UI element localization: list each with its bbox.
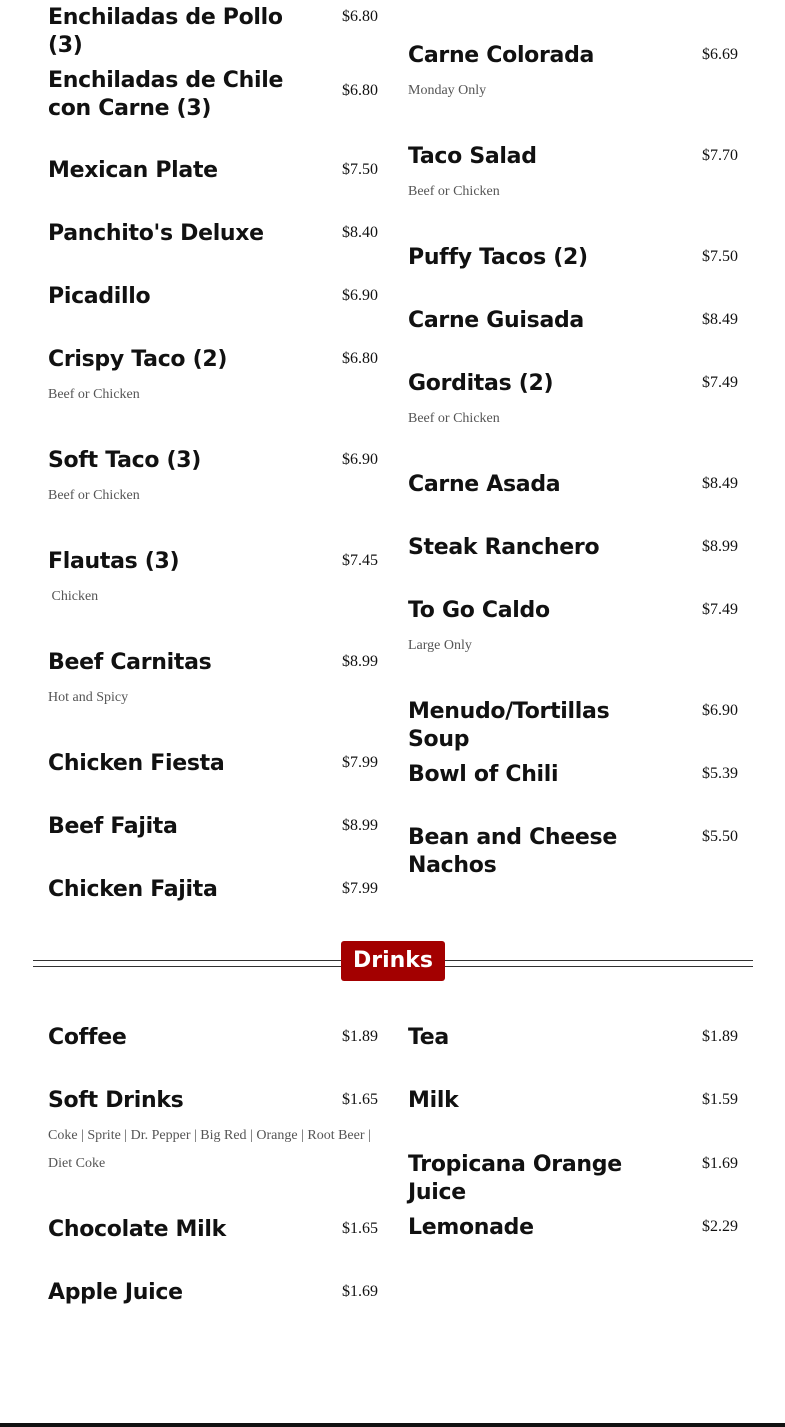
menu-item-beef-fajita <box>48 813 378 841</box>
menu-item-soft-taco-3 <box>48 447 378 510</box>
menu-item-chicken-fiesta <box>48 750 378 778</box>
menu-item-enchiladas-de-pollo-3 <box>48 4 378 60</box>
menu-item-price: $7.70 <box>702 147 738 164</box>
menu-item-steak-ranchero <box>408 534 738 562</box>
menu-item-name: Carne Asada <box>408 472 561 497</box>
menu-item-name: Enchiladas de Pollo (3) <box>48 5 283 58</box>
menu-item-panchito-s-deluxe <box>48 220 378 248</box>
menu-item-name: Gorditas (2) <box>408 371 554 396</box>
menu-item-lemonade <box>408 1214 738 1242</box>
menu-item-flautas-3 <box>48 548 378 611</box>
menu-item-description: Large Only <box>408 638 472 653</box>
menu-item-menudo-tortillas-soup <box>408 698 738 754</box>
menu-item-description: Hot and Spicy <box>48 690 129 705</box>
menu-item-price: $8.99 <box>342 653 378 670</box>
menu-item-price: $1.59 <box>702 1091 738 1108</box>
menu-item-bowl-of-chili <box>408 761 738 789</box>
bottom-border <box>0 1423 785 1427</box>
menu-item-carne-asada <box>408 471 738 499</box>
menu-item-name: Soft Taco (3) <box>48 448 202 473</box>
menu-item-carne-guisada <box>408 307 738 335</box>
menu-item-price: $7.49 <box>702 601 738 618</box>
menu-item-tea <box>408 1024 738 1052</box>
menu-item-price: $6.80 <box>342 350 378 367</box>
menu-item-name: Carne Colorada <box>408 43 595 68</box>
menu-item-description: Monday Only <box>408 83 487 98</box>
menu-item-name: Enchiladas de Chile con Carne (3) <box>48 68 284 121</box>
menu-item-name: Tea <box>408 1025 449 1050</box>
menu-item-name: Soft Drinks <box>48 1088 184 1113</box>
menu-item-beef-carnitas <box>48 649 378 712</box>
menu-item-soft-drinks <box>48 1087 378 1178</box>
menu-item-bean-and-cheese-nachos <box>408 824 738 880</box>
menu-item-picadillo <box>48 283 378 311</box>
menu-item-name: Milk <box>408 1088 459 1113</box>
menu-item-description: Coke | Sprite | Dr. Pepper | Big Red | Orange | Root Beer | Diet Coke <box>48 1128 375 1171</box>
menu-item-name: Beef Carnitas <box>48 650 212 675</box>
menu-item-name: Coffee <box>48 1025 127 1050</box>
menu-item-name: Crispy Taco (2) <box>48 347 228 372</box>
menu-item-price: $6.90 <box>342 451 378 468</box>
menu-item-name: Menudo/Tortillas Soup <box>408 699 610 752</box>
menu-item-price: $7.45 <box>342 552 378 569</box>
menu-item-price: $1.69 <box>342 1283 378 1300</box>
menu-item-price: $5.39 <box>702 765 738 782</box>
menu-item-name: Apple Juice <box>48 1280 183 1305</box>
menu-item-name: Panchito's Deluxe <box>48 221 264 246</box>
menu-item-apple-juice <box>48 1279 378 1307</box>
menu-item-name: Picadillo <box>48 284 151 309</box>
menu-item-price: $6.69 <box>702 46 738 63</box>
menu-item-description: Beef or Chicken <box>408 184 500 199</box>
menu-item-name: Flautas (3) <box>48 549 180 574</box>
menu-item-to-go-caldo <box>408 597 738 660</box>
menu-item-price: $6.80 <box>342 8 378 25</box>
menu-item-name: Tropicana Orange Juice <box>408 1152 622 1205</box>
menu-item-price: $7.50 <box>702 248 738 265</box>
menu-item-name: Lemonade <box>408 1215 534 1240</box>
menu-item-price: $1.89 <box>702 1028 738 1045</box>
menu-item-price: $5.50 <box>702 828 738 845</box>
menu-item-gorditas-2 <box>408 370 738 433</box>
menu-item-price: $7.99 <box>342 880 378 897</box>
menu-item-price: $1.65 <box>342 1220 378 1237</box>
menu-item-name: Taco Salad <box>408 144 537 169</box>
menu-item-description: Beef or Chicken <box>408 411 500 426</box>
menu-item-price: $8.40 <box>342 224 378 241</box>
menu-item-name: Chocolate Milk <box>48 1217 226 1242</box>
menu-item-price: $1.65 <box>342 1091 378 1108</box>
menu-item-price: $6.90 <box>342 287 378 304</box>
menu-item-price: $1.89 <box>342 1028 378 1045</box>
menu-item-coffee <box>48 1024 378 1052</box>
menu-item-price: $8.49 <box>702 311 738 328</box>
menu-item-description: Chicken <box>48 589 99 604</box>
menu-item-price: $7.50 <box>342 161 378 178</box>
menu-item-price: $8.99 <box>342 817 378 834</box>
menu-item-carne-colorada <box>408 42 738 105</box>
menu-item-price: $1.69 <box>702 1155 738 1172</box>
menu-item-mexican-plate <box>48 157 378 185</box>
menu-item-enchiladas-de-chile-con-carne-3 <box>48 67 378 123</box>
menu-item-price: $6.80 <box>342 82 378 99</box>
menu-item-price: $2.29 <box>702 1218 738 1235</box>
menu-item-name: To Go Caldo <box>408 598 550 623</box>
menu-item-milk <box>408 1087 738 1115</box>
menu-item-name: Mexican Plate <box>48 158 218 183</box>
menu-item-taco-salad <box>408 143 738 206</box>
menu-item-name: Puffy Tacos (2) <box>408 245 588 270</box>
menu-item-price: $7.99 <box>342 754 378 771</box>
menu-item-price: $8.49 <box>702 475 738 492</box>
drinks-section-title: Drinks <box>341 941 445 981</box>
menu-item-puffy-tacos-2 <box>408 244 738 272</box>
menu-item-name: Chicken Fiesta <box>48 751 225 776</box>
menu-item-crispy-taco-2 <box>48 346 378 409</box>
menu-item-name: Carne Guisada <box>408 308 584 333</box>
menu-item-description: Beef or Chicken <box>48 488 140 503</box>
menu-item-price: $8.99 <box>702 538 738 555</box>
menu-item-name: Beef Fajita <box>48 814 178 839</box>
menu-item-chocolate-milk <box>48 1216 378 1244</box>
menu-item-name: Steak Ranchero <box>408 535 600 560</box>
menu-item-name: Chicken Fajita <box>48 877 218 902</box>
menu-item-chicken-fajita <box>48 876 378 904</box>
menu-item-name: Bowl of Chili <box>408 762 559 787</box>
menu-item-price: $7.49 <box>702 374 738 391</box>
menu-item-tropicana-orange-juice <box>408 1151 738 1207</box>
menu-item-description: Beef or Chicken <box>48 387 140 402</box>
menu-item-price: $6.90 <box>702 702 738 719</box>
menu-item-name: Bean and Cheese Nachos <box>408 825 617 878</box>
